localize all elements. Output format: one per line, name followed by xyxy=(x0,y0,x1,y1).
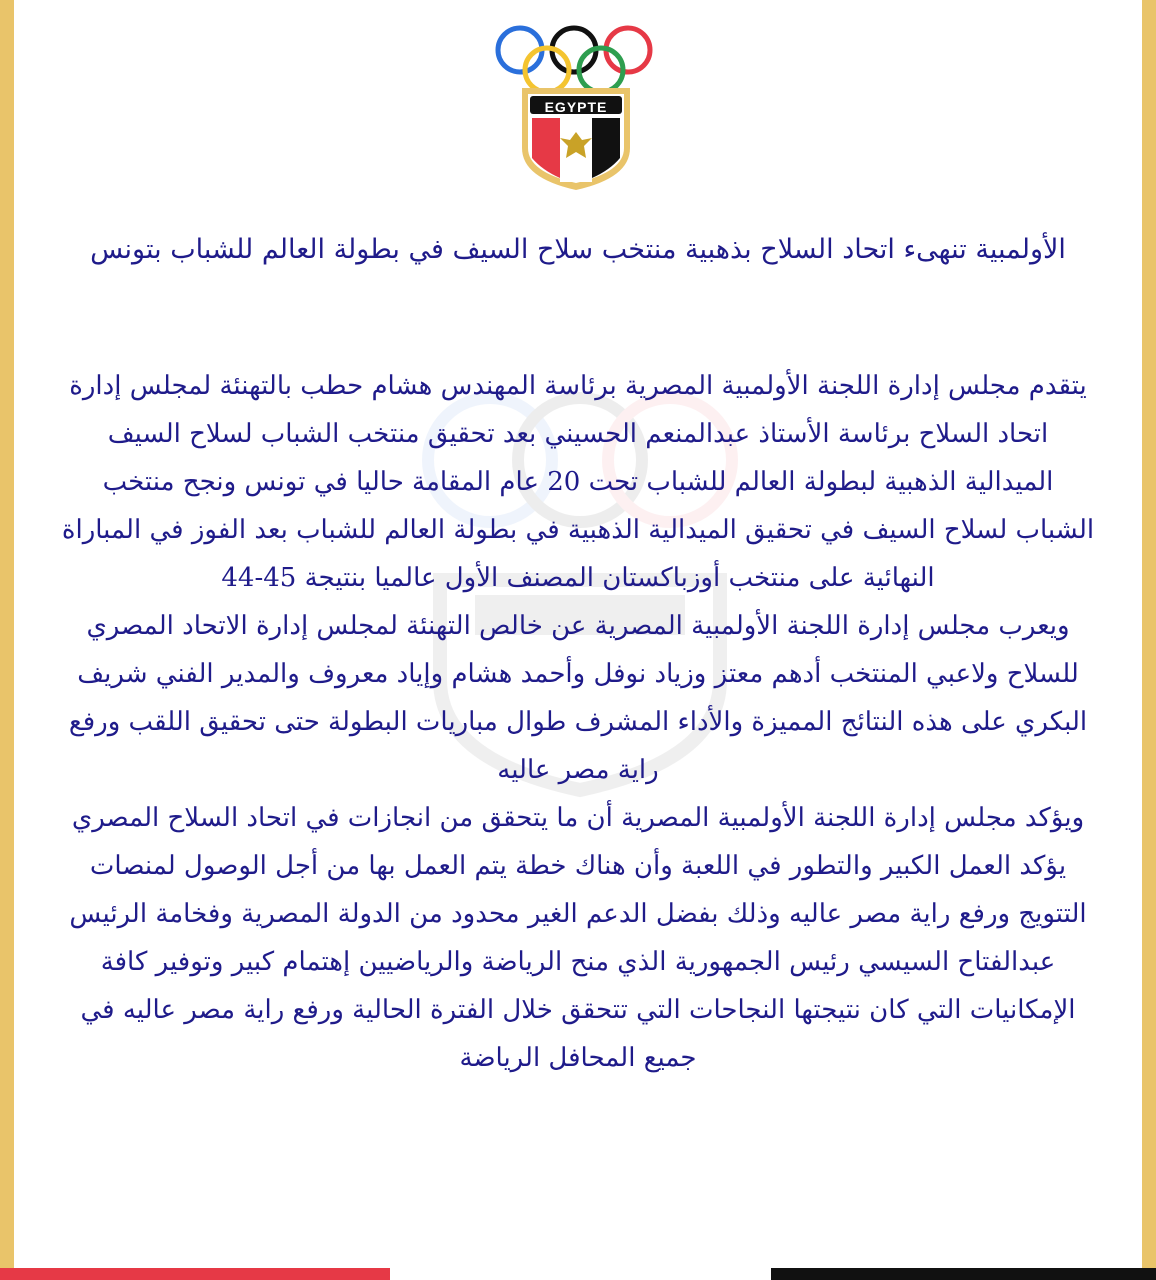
left-gold-border xyxy=(0,0,14,1280)
right-gold-border xyxy=(1142,0,1156,1280)
article-body xyxy=(60,362,1096,1082)
logo-country-label: EGYPTE xyxy=(544,99,608,115)
article-headline: الأولمبية تنهىء اتحاد السلاح بذهبية منتخب سلاح السيف في بطولة العالم للشباب بتونس xyxy=(90,234,1066,265)
article-paragraph-3: ويؤكد مجلس إدارة اللجنة الأولمبية المصرية أن ما يتحقق من انجازات في اتحاد السلاح المصري يؤكد العمل الكبير والتطور في اللعبة وأن هناك خطة يتم العمل بها من أجل الوصول لمنصات التتويج ورفع راية مصر عاليه وذلك بفضل الدعم الغير محدود من الدولة المصرية وفخامة الرئيس عبدالفتاح السيسي رئيس الجمهورية الذي منح الرياضة والرياضيين إهتمام كبير وتوفير كافة الإمكانيات التي كان نتيجتها النجاحات التي تتحقق خلال الفترة الحالية ورفع راية مصر عاليه في جميع المحافل الرياضة xyxy=(69,803,1087,1073)
bottom-red-bar xyxy=(0,1268,390,1280)
olympic-rings-icon xyxy=(498,28,650,92)
bottom-black-bar xyxy=(771,1268,1156,1280)
article-paragraph-2: ويعرب مجلس إدارة اللجنة الأولمبية المصرية عن خالص التهنئة لمجلس إدارة الاتحاد المصري للسلاح ولاعبي المنتخب أدهم معتز وزياد نوفل وأحمد هشام وإياد معروف والمدير الفني شريف البكري على هذه النتائج المميزة والأداء المشرف طوال مباريات البطولة حتى تحقيق اللقب ورفع راية مصر عاليه xyxy=(68,611,1088,785)
article-paragraph-1: يتقدم مجلس إدارة اللجنة الأولمبية المصرية برئاسة المهندس هشام حطب بالتهنئة لمجلس إدارة اتحاد السلاح برئاسة الأستاذ عبدالمنعم الحسيني بعد تحقيق منتخب الشباب لسلاح السيف الميدالية الذهبية لبطولة العالم للشباب تحت 20 عام المقامة حاليا في تونس ونجح منتخب الشباب لسلاح السيف في تحقيق الميدالية الذهبية في بطولة العالم للشباب بعد الفوز في المباراة النهائية على منتخب أوزباكستان المصنف الأول عالميا بنتيجة 45-44 xyxy=(61,371,1095,593)
